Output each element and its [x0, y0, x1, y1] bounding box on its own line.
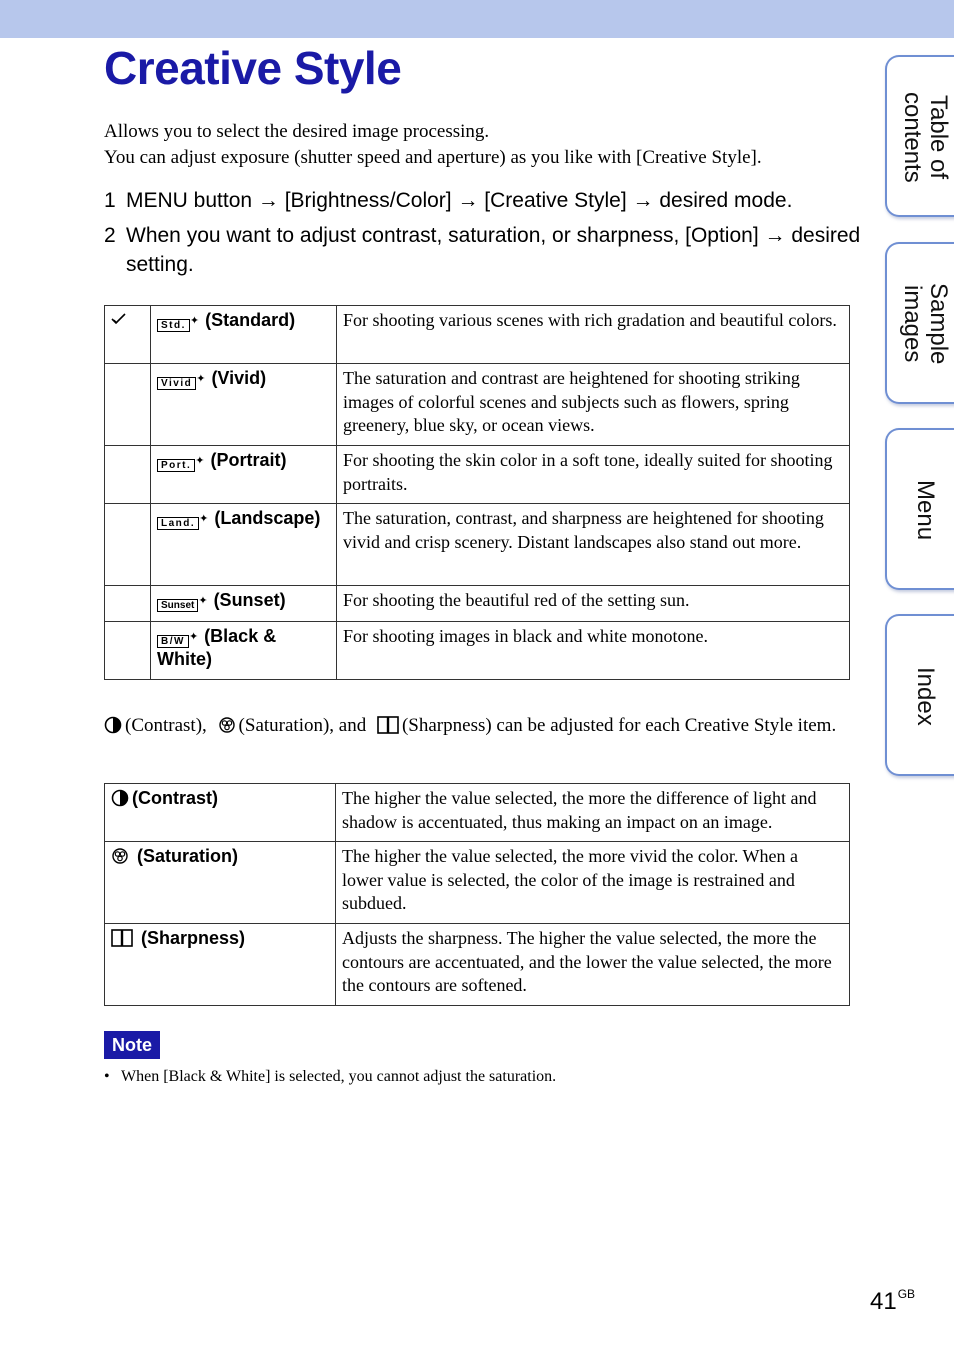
adjust-intro-saturation: (Saturation), and [238, 715, 367, 736]
mode-name-cell [151, 446, 337, 504]
mode-name-cell [151, 364, 337, 446]
mode-name: (Vivid) [211, 368, 267, 388]
saturation-icon [218, 716, 236, 734]
tab-index[interactable] [885, 614, 954, 776]
step-text: MENU button → [Brightness/Color] → [Creative Style] → desired mode. [126, 189, 793, 212]
tab-label: Menu [912, 479, 939, 541]
sharpness-icon [111, 929, 133, 947]
saturation-icon [111, 847, 129, 865]
steps-list [104, 186, 864, 285]
intro-text [104, 119, 864, 171]
intro-line: You can adjust exposure (shutter speed and aperture) as you like with [Creative Style]. [104, 147, 762, 168]
adjust-desc: Adjusts the sharpness. The higher the value selected, the more the contours are accentuated, and the lower the value selected, the more the contours are softened. [336, 924, 850, 1006]
adjustment-table [104, 783, 850, 1006]
adjust-name: (Contrast) [132, 788, 218, 808]
mode-name-cell [151, 622, 337, 680]
mode-desc: The saturation and contrast are heightened for shooting striking images of colorful scenes and subjects such as flowers, spring greenery, blue sky, or ocean views. [337, 364, 850, 446]
adjust-name-cell [105, 842, 336, 924]
mode-name-cell [151, 504, 337, 586]
step-number: 2 [104, 224, 116, 247]
step-number: 1 [104, 189, 116, 212]
tab-sample-images[interactable] [885, 242, 954, 404]
mode-desc: For shooting the beautiful red of the setting sun. [337, 586, 850, 622]
mode-name: (Portrait) [210, 450, 287, 470]
adjust-desc: The higher the value selected, the more the difference of light and shadow is accentuated, thus making an impact on an image. [336, 784, 850, 842]
adjust-name: (Sharpness) [141, 928, 246, 948]
default-cell [105, 306, 151, 364]
table-row [105, 842, 850, 924]
tab-label: Table of contents [899, 91, 952, 183]
adjust-desc: The higher the value selected, the more vivid the color. When a lower value is selected, the color of the image is restrained and subdued. [336, 842, 850, 924]
standard-mode-icon: Std. ✦ [157, 319, 199, 332]
default-check-icon [111, 312, 127, 326]
table-row [105, 306, 850, 364]
tab-menu[interactable] [885, 428, 954, 590]
mode-desc: The saturation, contrast, and sharpness are heightened for shooting vivid and crisp scenery. Distant landscapes also stand out more. [337, 504, 850, 586]
adjust-name-cell [105, 924, 336, 1006]
bullet: • [104, 1068, 110, 1085]
mode-desc: For shooting images in black and white monotone. [337, 622, 850, 680]
table-row [105, 446, 850, 504]
adjust-intro [104, 713, 864, 739]
note-text: When [Black & White] is selected, you cannot adjust the saturation. [121, 1068, 557, 1085]
intro-line: Allows you to select the desired image processing. [104, 121, 490, 142]
page-title: Creative Style [104, 42, 402, 94]
mode-name: (Standard) [205, 310, 296, 330]
mode-name: (Black & White) [157, 626, 277, 669]
mode-desc: For shooting various scenes with rich gradation and beautiful colors. [337, 306, 850, 364]
step-text: When you want to adjust contrast, saturation, or sharpness, [Option] → desired setting. [126, 224, 861, 276]
creative-style-table [104, 305, 850, 680]
note-item [104, 1066, 556, 1088]
landscape-mode-icon: Land. ✦ [157, 517, 208, 530]
mode-name-cell [151, 586, 337, 622]
mode-desc: For shooting the skin color in a soft tone, ideally suited for shooting portraits. [337, 446, 850, 504]
mode-name: (Sunset) [213, 590, 286, 610]
sunset-mode-icon: Sunset ✦ [157, 599, 208, 612]
table-row [105, 924, 850, 1006]
table-row [105, 504, 850, 586]
note-label: Note [104, 1031, 160, 1059]
table-row [105, 622, 850, 680]
adjust-name-cell [105, 784, 336, 842]
contrast-icon [104, 716, 122, 734]
top-color-bar [0, 0, 954, 38]
mode-name-cell [151, 306, 337, 364]
mode-name: (Landscape) [214, 508, 321, 528]
portrait-mode-icon: Port. ✦ [157, 459, 205, 472]
contrast-icon [111, 789, 129, 807]
adjust-intro-contrast: (Contrast), [125, 715, 207, 736]
tab-label: Index [912, 666, 939, 726]
page-number: $41^{GB}$ [870, 1287, 916, 1315]
step-1 [104, 186, 864, 215]
step-2 [104, 221, 864, 279]
adjust-intro-sharpness: (Sharpness) can be adjusted for each Creative Style item. [401, 715, 837, 736]
vivid-mode-icon: Vivid ✦ [157, 377, 205, 390]
table-row [105, 784, 850, 842]
page-suffix: GB [897, 1287, 916, 1301]
tab-label: Sample images [899, 283, 952, 365]
black-white-mode-icon: B/W ✦ [157, 635, 198, 648]
sharpness-icon [377, 716, 399, 734]
adjust-name: (Saturation) [137, 846, 238, 866]
tab-table-of-contents[interactable] [885, 55, 954, 217]
table-row [105, 364, 850, 446]
table-row [105, 586, 850, 622]
